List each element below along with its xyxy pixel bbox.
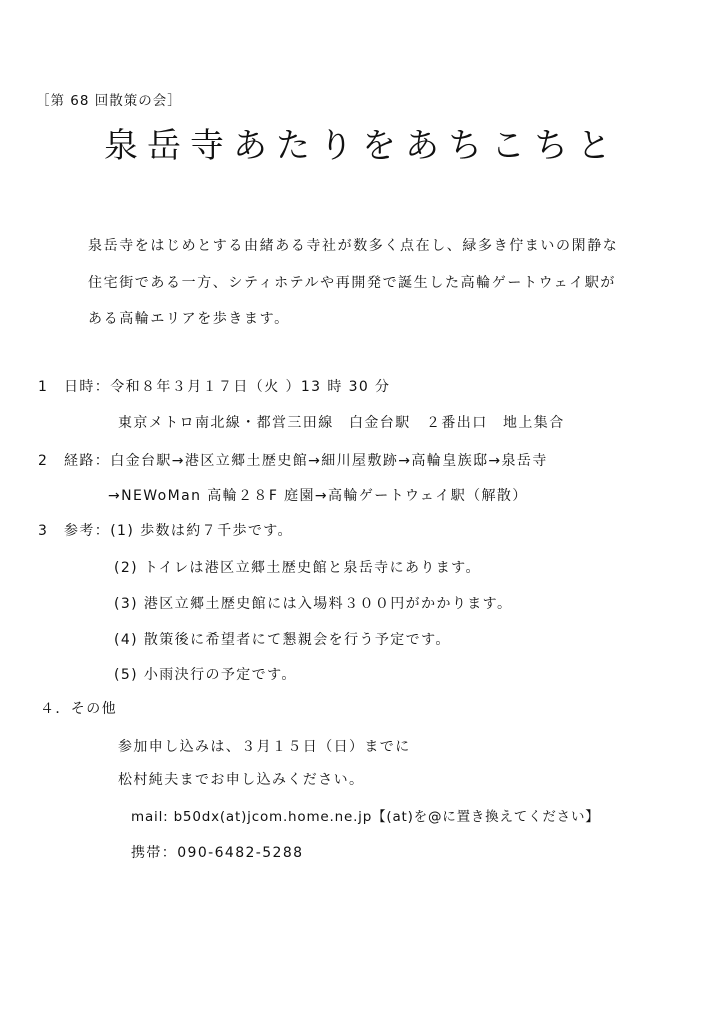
page-title: 泉岳寺あたりをあちこちと bbox=[104, 126, 620, 166]
reference-note-3: (3) 港区立郷土歴史館には入場料３００円がかかります。 bbox=[114, 596, 513, 612]
contact-email: mail: b50dx(at)jcom.home.ne.jp【(at)を@に置き換えてください】 bbox=[131, 809, 600, 825]
apply-contact: 松村純夫までお申し込みください。 bbox=[118, 772, 365, 788]
reference-note-5: (5) 小雨決行の予定です。 bbox=[114, 667, 297, 683]
reference-text: 参考：(1) 歩数は約７千歩です。 bbox=[64, 523, 293, 539]
datetime-text: 日時：令和８年３月１７日（火 ）13 時 30 分 bbox=[64, 379, 391, 395]
intro-line-1: 泉岳寺をはじめとする由緒ある寺社が数多く点在し、緑多き佇まいの閑静な bbox=[88, 238, 619, 254]
meeting-place: 東京メトロ南北線・都営三田線 白金台駅 ２番出口 地上集合 bbox=[118, 415, 565, 431]
item-number: 1 bbox=[38, 379, 49, 395]
reference-note-4: (4) 散策後に希望者にて懇親会を行う予定です。 bbox=[114, 632, 451, 648]
item-number: 2 bbox=[38, 453, 49, 469]
item-reference bbox=[38, 522, 293, 540]
event-series-label: ［第 68 回散策の会］ bbox=[36, 93, 182, 109]
apply-deadline: 参加申し込みは、３月１５日（日）までに bbox=[118, 739, 411, 755]
other-heading: ４．その他 bbox=[40, 701, 117, 717]
intro-line-3: ある高輪エリアを歩きます。 bbox=[88, 311, 290, 327]
item-route bbox=[38, 452, 548, 470]
contact-phone: 携帯：090-6482-5288 bbox=[131, 845, 304, 861]
item-number: 3 bbox=[38, 523, 49, 539]
reference-note-2: (2) トイレは港区立郷土歴史館と泉岳寺にあります。 bbox=[114, 560, 481, 576]
intro-line-2: 住宅街である一方、シティホテルや再開発で誕生した高輪ゲートウェイ駅が bbox=[88, 275, 617, 291]
item-datetime bbox=[38, 378, 390, 396]
route-continued: →NEWoMan 高輪２８F 庭園→高輪ゲートウェイ駅（解散） bbox=[108, 488, 528, 504]
route-text: 経路：白金台駅→港区立郷土歴史館→細川屋敷跡→高輪皇族邸→泉岳寺 bbox=[64, 453, 548, 469]
